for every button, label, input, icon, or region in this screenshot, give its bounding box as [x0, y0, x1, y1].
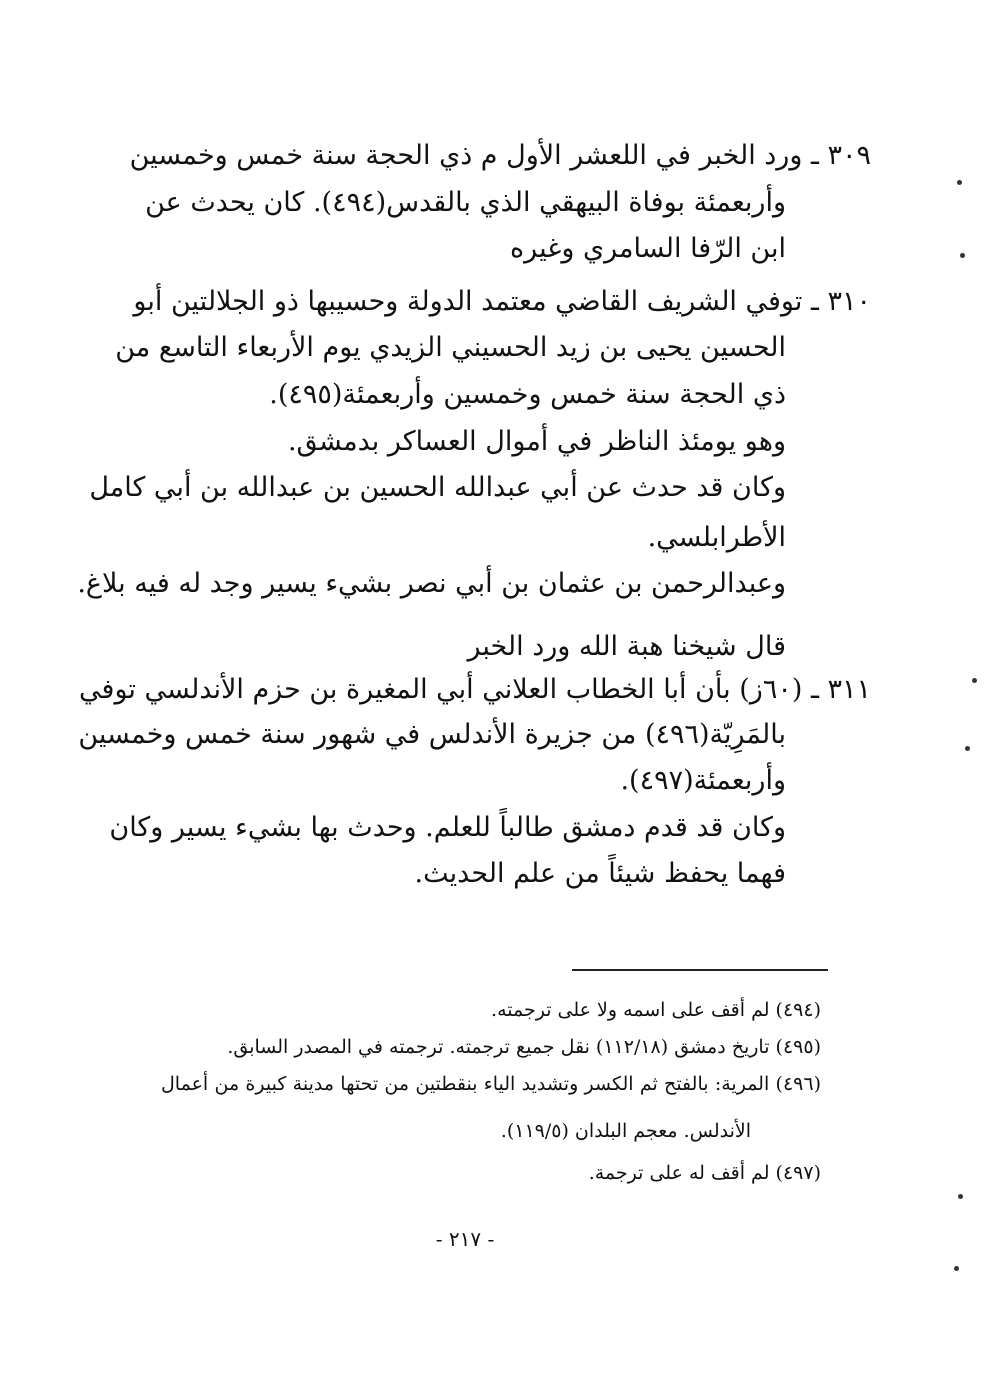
entry-310-line-8: قال شيخنا هبة الله ورد الخبر	[467, 631, 786, 662]
entry-311-number: ٣١١ ـ	[810, 674, 871, 705]
scan-speck	[954, 1266, 959, 1271]
footnote-495: (٤٩٥) تاريخ دمشق (١١٢/١٨) نقل جميع ترجمته. ترجمته في المصدر السابق.	[227, 1036, 821, 1058]
entry-311-line-5: فهما يحفظ شيئاً من علم الحديث.	[414, 858, 786, 889]
entry-309-number: ٣٠٩ ـ	[810, 140, 871, 171]
footnote-496-line-2: الأندلس. معجم البلدان (١١٩/٥).	[500, 1120, 751, 1142]
entry-310-number: ٣١٠ ـ	[810, 286, 871, 317]
entry-311-line-2: بالمَرِيّة(٤٩٦) من جزيرة الأندلس في شهور سنة خمس وخمسين	[78, 719, 786, 750]
entry-311-text-1: (٦٠ز) بأن أبا الخطاب العلاني أبي المغيرة بن حزم الأندلسي توفي	[79, 674, 803, 705]
entry-310-text-1: توفي الشريف القاضي معتمد الدولة وحسيبها ذو الجلالتين أبو	[133, 286, 803, 317]
page-number: - ٢١٧ -	[435, 1227, 495, 1251]
entry-309-line-1	[129, 138, 871, 174]
entry-310-line-2: الحسين يحيى بن زيد الحسيني الزيدي يوم الأربعاء التاسع من	[115, 332, 786, 363]
entry-310-line-7: وعبدالرحمن بن عثمان بن أبي نصر بشيء يسير وجد له فيه بلاغ.	[77, 568, 786, 599]
entry-309-line-3: ابن الرّفا السامري وغيره	[510, 233, 786, 264]
entry-310-line-3: ذي الحجة سنة خمس وخمسين وأربعمئة(٤٩٥).	[269, 379, 786, 410]
scan-speck	[957, 180, 962, 185]
entry-311-line-4: وكان قد قدم دمشق طالباً للعلم. وحدث بها بشيء يسير وكان	[109, 812, 786, 843]
scan-speck	[958, 1194, 963, 1199]
scan-speck	[960, 253, 965, 258]
footnote-494: (٤٩٤) لم أقف على اسمه ولا على ترجمته.	[491, 999, 821, 1021]
entry-310-line-4: وهو يومئذ الناظر في أموال العساكر بدمشق.	[287, 426, 786, 457]
entry-311-line-1	[79, 672, 871, 708]
entry-309-line-2: وأربعمئة بوفاة البيهقي الذي بالقدس(٤٩٤). كان يحدث عن	[145, 187, 786, 218]
entry-310-line-1	[133, 284, 871, 320]
entry-310-line-5: وكان قد حدث عن أبي عبدالله الحسين بن عبدالله بن أبي كامل	[89, 472, 786, 503]
footnote-separator	[572, 969, 828, 971]
entry-311-line-3: وأربعمئة(٤٩٧).	[620, 765, 786, 796]
scan-speck	[972, 678, 977, 683]
footnote-497: (٤٩٧) لم أقف له على ترجمة.	[588, 1162, 821, 1184]
scan-speck	[965, 746, 970, 751]
entry-310-line-6: الأطرابلسي.	[647, 522, 786, 553]
entry-309-text-1: ورد الخبر في اللعشر الأول م ذي الحجة سنة خمس وخمسين	[129, 140, 803, 171]
footnote-496-line-1: (٤٩٦) المرية: بالفتح ثم الكسر وتشديد الياء بنقطتين من تحتها مدينة كبيرة من أعمال	[161, 1073, 821, 1095]
